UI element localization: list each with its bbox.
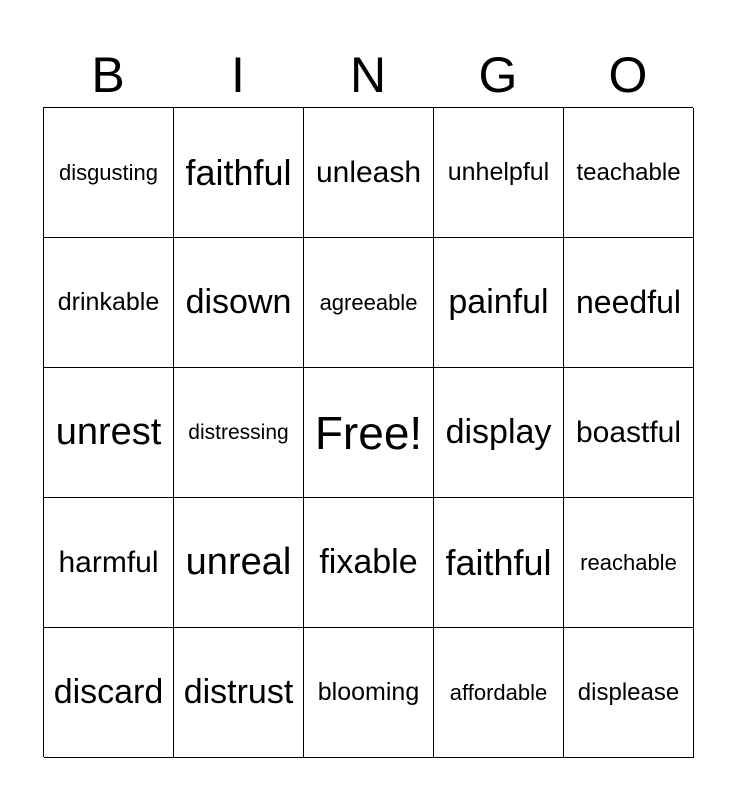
bingo-cell: disown	[174, 238, 304, 368]
bingo-cell: drinkable	[44, 238, 174, 368]
header-letter-n: N	[349, 47, 387, 103]
bingo-cell: needful	[564, 238, 694, 368]
bingo-header	[43, 45, 693, 105]
bingo-cell: faithful	[434, 498, 564, 628]
bingo-cell: reachable	[564, 498, 694, 628]
bingo-cell: boastful	[564, 368, 694, 498]
bingo-cell: painful	[434, 238, 564, 368]
bingo-cell: unreal	[174, 498, 304, 628]
bingo-cell: fixable	[304, 498, 434, 628]
bingo-cell: blooming	[304, 628, 434, 758]
bingo-grid	[43, 107, 693, 757]
bingo-cell: teachable	[564, 108, 694, 238]
bingo-cell: unhelpful	[434, 108, 564, 238]
header-letter-b: B	[91, 47, 125, 103]
bingo-cell: discard	[44, 628, 174, 758]
header-letter-g: G	[478, 47, 518, 103]
bingo-cell: disgusting	[44, 108, 174, 238]
bingo-cell: faithful	[174, 108, 304, 238]
bingo-cell: agreeable	[304, 238, 434, 368]
free-space: Free!	[304, 368, 434, 498]
bingo-cell: distressing	[174, 368, 304, 498]
header-letter-o: O	[608, 47, 648, 103]
bingo-cell: unrest	[44, 368, 174, 498]
bingo-cell: displease	[564, 628, 694, 758]
header-letter-i: I	[231, 47, 245, 103]
bingo-cell: affordable	[434, 628, 564, 758]
bingo-cell: unleash	[304, 108, 434, 238]
bingo-cell: distrust	[174, 628, 304, 758]
bingo-cell: harmful	[44, 498, 174, 628]
bingo-cell: display	[434, 368, 564, 498]
